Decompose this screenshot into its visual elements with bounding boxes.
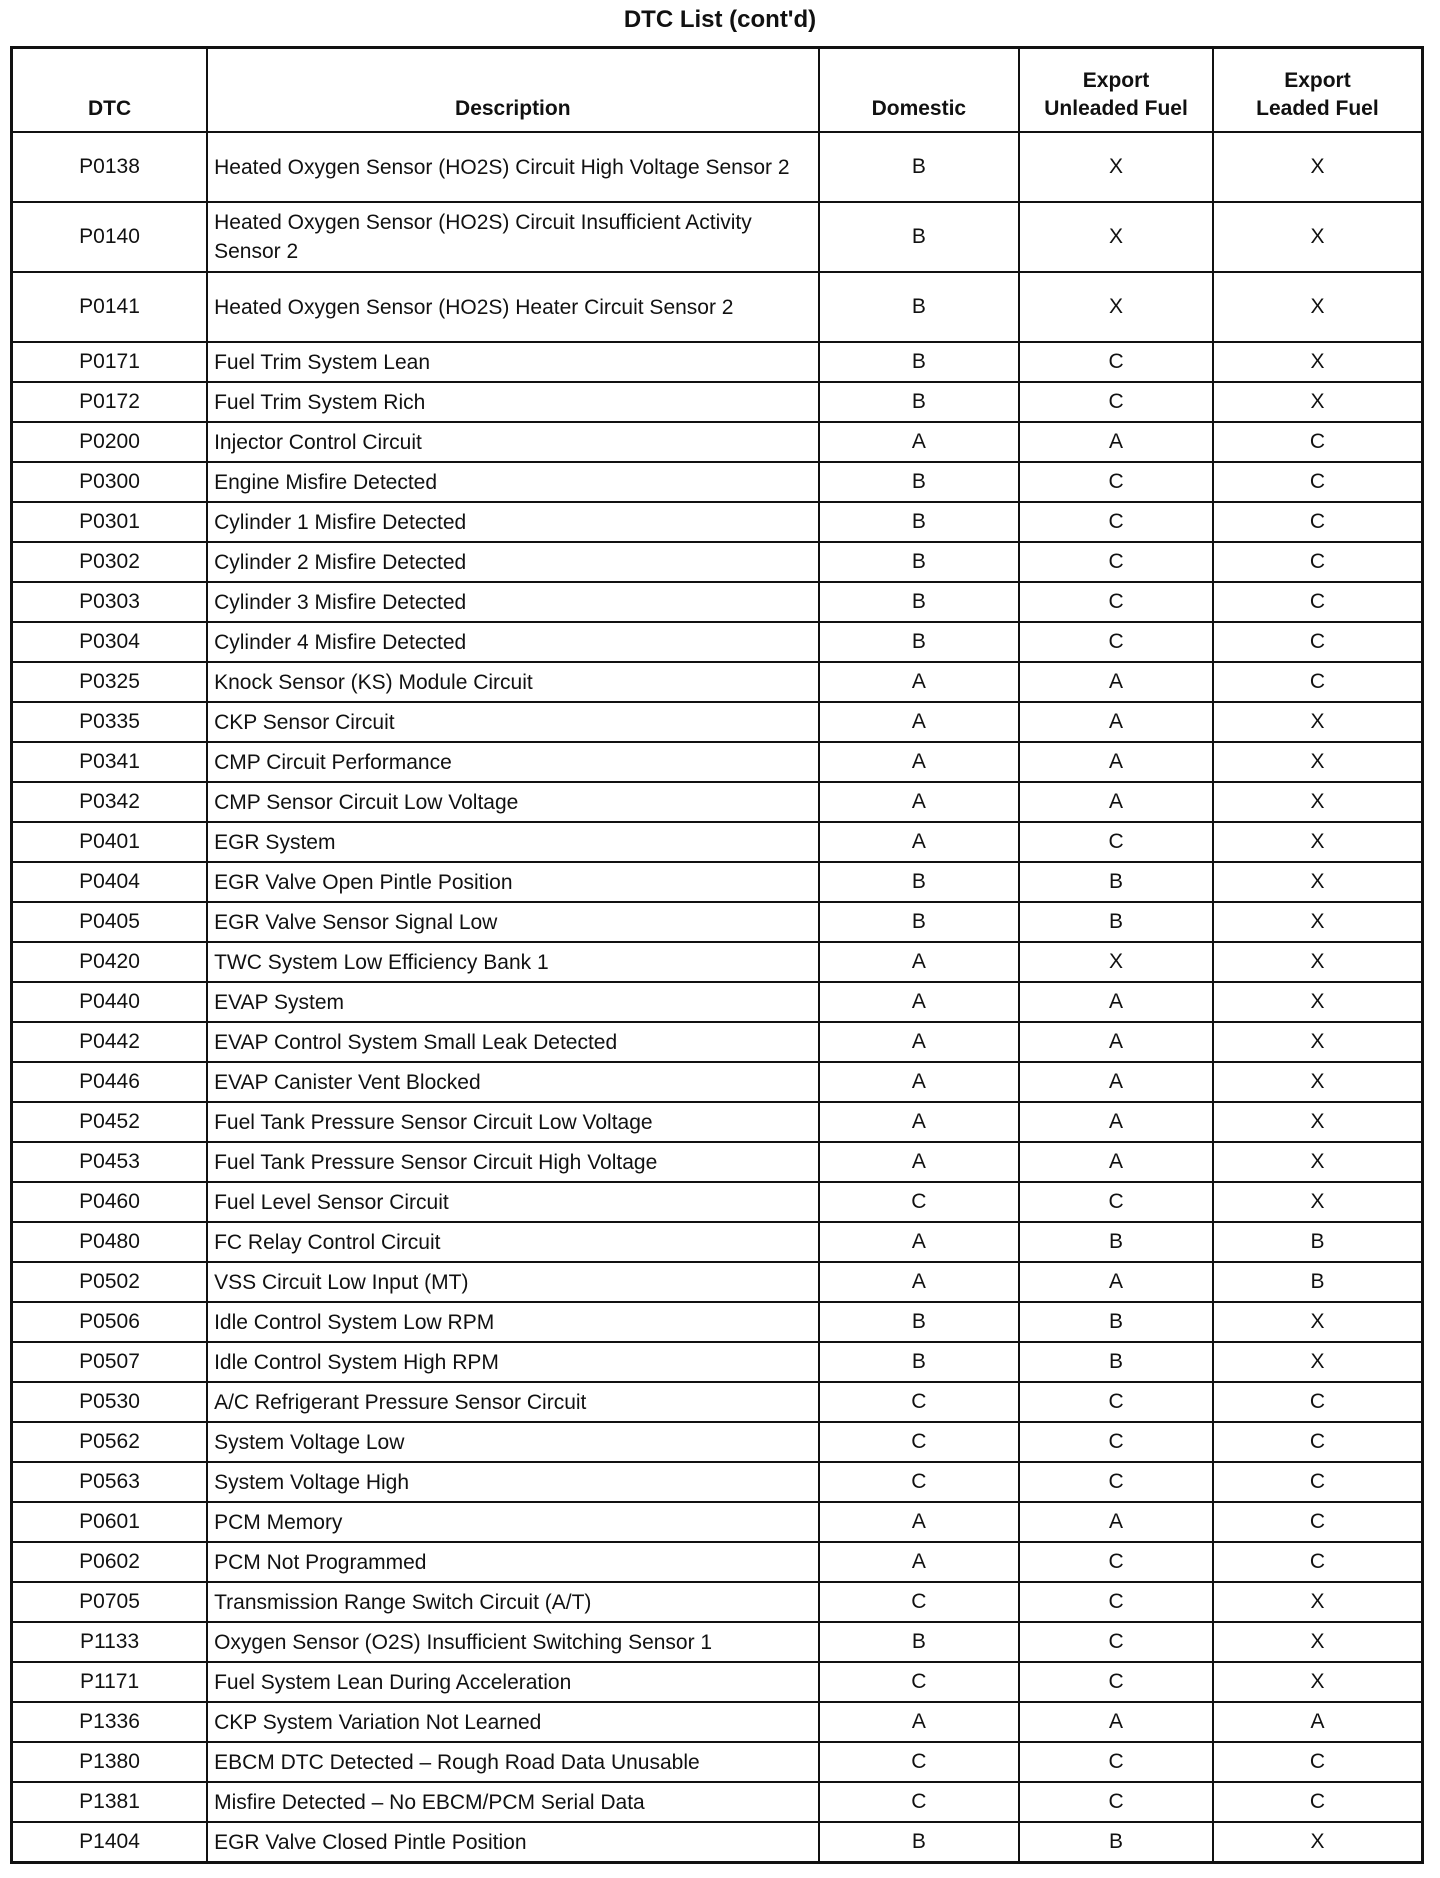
table-row	[12, 662, 1423, 702]
table-row	[12, 622, 1423, 662]
description-cell: CKP Sensor Circuit	[207, 702, 818, 742]
dtc-cell: P0141	[12, 272, 208, 342]
export-unleaded-cell: C	[1019, 822, 1213, 862]
description-cell: FC Relay Control Circuit	[207, 1222, 818, 1262]
export-unleaded-cell: C	[1019, 462, 1213, 502]
export-unleaded-cell: B	[1019, 1342, 1213, 1382]
export-unleaded-cell: A	[1019, 1262, 1213, 1302]
export-leaded-cell: C	[1213, 1382, 1423, 1422]
dtc-cell: P0602	[12, 1542, 208, 1582]
export-unleaded-cell: X	[1019, 202, 1213, 272]
export-leaded-cell: X	[1213, 132, 1423, 202]
dtc-cell: P1336	[12, 1702, 208, 1742]
dtc-cell: P0138	[12, 132, 208, 202]
description-cell: CKP System Variation Not Learned	[207, 1702, 818, 1742]
description-cell: PCM Memory	[207, 1502, 818, 1542]
dtc-cell: P0506	[12, 1302, 208, 1342]
domestic-cell: A	[819, 1142, 1020, 1182]
export-leaded-cell: X	[1213, 272, 1423, 342]
dtc-cell: P0342	[12, 782, 208, 822]
dtc-cell: P0480	[12, 1222, 208, 1262]
export-unleaded-cell: C	[1019, 502, 1213, 542]
export-leaded-cell: X	[1213, 1062, 1423, 1102]
export-leaded-cell: X	[1213, 202, 1423, 272]
dtc-cell: P1381	[12, 1782, 208, 1822]
export-leaded-cell: X	[1213, 982, 1423, 1022]
domestic-cell: A	[819, 1502, 1020, 1542]
export-unleaded-cell: C	[1019, 582, 1213, 622]
domestic-cell: C	[819, 1462, 1020, 1502]
export-unleaded-cell: C	[1019, 1622, 1213, 1662]
description-cell: Idle Control System Low RPM	[207, 1302, 818, 1342]
table-header-row	[12, 48, 1423, 133]
dtc-cell: P1171	[12, 1662, 208, 1702]
dtc-table	[10, 46, 1424, 1864]
table-row	[12, 1582, 1423, 1622]
domestic-cell: A	[819, 942, 1020, 982]
dtc-cell: P0563	[12, 1462, 208, 1502]
export-unleaded-cell: A	[1019, 702, 1213, 742]
export-leaded-cell: X	[1213, 1182, 1423, 1222]
domestic-cell: A	[819, 782, 1020, 822]
table-row	[12, 702, 1423, 742]
domestic-cell: B	[819, 1822, 1020, 1863]
domestic-cell: B	[819, 462, 1020, 502]
domestic-cell: A	[819, 1222, 1020, 1262]
description-cell: System Voltage Low	[207, 1422, 818, 1462]
description-cell: Fuel Trim System Lean	[207, 342, 818, 382]
export-leaded-cell: X	[1213, 862, 1423, 902]
header-export-unleaded-line2: Unleaded Fuel	[1044, 97, 1188, 120]
export-unleaded-cell: C	[1019, 1742, 1213, 1782]
dtc-cell: P0172	[12, 382, 208, 422]
domestic-cell: C	[819, 1422, 1020, 1462]
table-row	[12, 1742, 1423, 1782]
export-unleaded-cell: A	[1019, 782, 1213, 822]
export-unleaded-cell: C	[1019, 1782, 1213, 1822]
table-row	[12, 1302, 1423, 1342]
domestic-cell: B	[819, 342, 1020, 382]
table-row	[12, 902, 1423, 942]
description-cell: Engine Misfire Detected	[207, 462, 818, 502]
table-row	[12, 382, 1423, 422]
export-unleaded-cell: X	[1019, 272, 1213, 342]
description-cell: TWC System Low Efficiency Bank 1	[207, 942, 818, 982]
export-unleaded-cell: C	[1019, 1462, 1213, 1502]
export-unleaded-cell: A	[1019, 742, 1213, 782]
export-unleaded-cell: X	[1019, 132, 1213, 202]
export-leaded-cell: X	[1213, 1622, 1423, 1662]
header-export-leaded-line2: Leaded Fuel	[1256, 97, 1379, 120]
domestic-cell: C	[819, 1182, 1020, 1222]
export-leaded-cell: B	[1213, 1222, 1423, 1262]
domestic-cell: B	[819, 272, 1020, 342]
table-row	[12, 342, 1423, 382]
domestic-cell: A	[819, 1062, 1020, 1102]
header-dtc: DTC	[12, 48, 208, 133]
dtc-cell: P0404	[12, 862, 208, 902]
dtc-cell: P0452	[12, 1102, 208, 1142]
export-leaded-cell: X	[1213, 1022, 1423, 1062]
dtc-cell: P0301	[12, 502, 208, 542]
export-leaded-cell: C	[1213, 622, 1423, 662]
description-cell: Fuel Tank Pressure Sensor Circuit High Voltage	[207, 1142, 818, 1182]
export-unleaded-cell: B	[1019, 1222, 1213, 1262]
description-cell: Cylinder 4 Misfire Detected	[207, 622, 818, 662]
export-leaded-cell: C	[1213, 542, 1423, 582]
description-cell: Fuel Tank Pressure Sensor Circuit Low Voltage	[207, 1102, 818, 1142]
header-description: Description	[207, 48, 818, 133]
export-unleaded-cell: A	[1019, 1062, 1213, 1102]
dtc-cell: P0303	[12, 582, 208, 622]
description-cell: Idle Control System High RPM	[207, 1342, 818, 1382]
export-leaded-cell: X	[1213, 1582, 1423, 1622]
export-leaded-cell: C	[1213, 1462, 1423, 1502]
export-unleaded-cell: A	[1019, 1502, 1213, 1542]
table-row	[12, 132, 1423, 202]
export-leaded-cell: X	[1213, 1822, 1423, 1863]
dtc-cell: P0300	[12, 462, 208, 502]
domestic-cell: A	[819, 742, 1020, 782]
export-unleaded-cell: C	[1019, 542, 1213, 582]
table-row	[12, 942, 1423, 982]
table-row	[12, 1222, 1423, 1262]
domestic-cell: A	[819, 1102, 1020, 1142]
export-unleaded-cell: C	[1019, 1382, 1213, 1422]
table-row	[12, 862, 1423, 902]
header-export-unleaded	[1019, 48, 1213, 133]
table-row	[12, 272, 1423, 342]
dtc-cell: P0507	[12, 1342, 208, 1382]
table-row	[12, 1022, 1423, 1062]
domestic-cell: A	[819, 982, 1020, 1022]
domestic-cell: A	[819, 822, 1020, 862]
export-leaded-cell: X	[1213, 702, 1423, 742]
table-row	[12, 1822, 1423, 1863]
domestic-cell: B	[819, 202, 1020, 272]
description-cell: EVAP Canister Vent Blocked	[207, 1062, 818, 1102]
dtc-cell: P0171	[12, 342, 208, 382]
export-leaded-cell: X	[1213, 382, 1423, 422]
description-cell: Cylinder 3 Misfire Detected	[207, 582, 818, 622]
description-cell: Cylinder 2 Misfire Detected	[207, 542, 818, 582]
description-cell: Oxygen Sensor (O2S) Insufficient Switching Sensor 1	[207, 1622, 818, 1662]
description-cell: EVAP Control System Small Leak Detected	[207, 1022, 818, 1062]
table-row	[12, 502, 1423, 542]
export-unleaded-cell: A	[1019, 662, 1213, 702]
export-unleaded-cell: X	[1019, 942, 1213, 982]
header-export-unleaded-line1: Export	[1082, 69, 1150, 92]
dtc-cell: P0601	[12, 1502, 208, 1542]
export-unleaded-cell: C	[1019, 1422, 1213, 1462]
export-unleaded-cell: B	[1019, 862, 1213, 902]
description-cell: EBCM DTC Detected – Rough Road Data Unusable	[207, 1742, 818, 1782]
export-leaded-cell: C	[1213, 422, 1423, 462]
description-cell: Fuel System Lean During Acceleration	[207, 1662, 818, 1702]
description-cell: System Voltage High	[207, 1462, 818, 1502]
export-leaded-cell: X	[1213, 902, 1423, 942]
dtc-cell: P0562	[12, 1422, 208, 1462]
table-row	[12, 542, 1423, 582]
dtc-cell: P0304	[12, 622, 208, 662]
export-unleaded-cell: B	[1019, 1302, 1213, 1342]
table-row	[12, 1422, 1423, 1462]
export-unleaded-cell: C	[1019, 622, 1213, 662]
export-unleaded-cell: A	[1019, 422, 1213, 462]
table-row	[12, 1662, 1423, 1702]
domestic-cell: A	[819, 1702, 1020, 1742]
export-unleaded-cell: C	[1019, 342, 1213, 382]
table-row	[12, 1542, 1423, 1582]
header-export-leaded	[1213, 48, 1423, 133]
description-cell: Fuel Level Sensor Circuit	[207, 1182, 818, 1222]
header-domestic: Domestic	[819, 48, 1020, 133]
domestic-cell: B	[819, 1302, 1020, 1342]
dtc-cell: P0440	[12, 982, 208, 1022]
dtc-cell: P0502	[12, 1262, 208, 1302]
description-cell: CMP Sensor Circuit Low Voltage	[207, 782, 818, 822]
export-leaded-cell: X	[1213, 1102, 1423, 1142]
domestic-cell: A	[819, 702, 1020, 742]
dtc-cell: P0325	[12, 662, 208, 702]
description-cell: EGR System	[207, 822, 818, 862]
description-cell: Cylinder 1 Misfire Detected	[207, 502, 818, 542]
description-cell: EGR Valve Sensor Signal Low	[207, 902, 818, 942]
domestic-cell: C	[819, 1742, 1020, 1782]
table-row	[12, 202, 1423, 272]
header-export-leaded-line1: Export	[1284, 69, 1351, 92]
description-cell: CMP Circuit Performance	[207, 742, 818, 782]
domestic-cell: A	[819, 422, 1020, 462]
dtc-cell: P0302	[12, 542, 208, 582]
table-row	[12, 1702, 1423, 1742]
domestic-cell: C	[819, 1662, 1020, 1702]
export-leaded-cell: X	[1213, 822, 1423, 862]
description-cell: Injector Control Circuit	[207, 422, 818, 462]
description-cell: Heated Oxygen Sensor (HO2S) Circuit High Voltage Sensor 2	[207, 132, 818, 202]
domestic-cell: B	[819, 902, 1020, 942]
description-cell: A/C Refrigerant Pressure Sensor Circuit	[207, 1382, 818, 1422]
table-row	[12, 782, 1423, 822]
description-cell: EVAP System	[207, 982, 818, 1022]
table-row	[12, 422, 1423, 462]
export-unleaded-cell: A	[1019, 1142, 1213, 1182]
domestic-cell: B	[819, 622, 1020, 662]
description-cell: Knock Sensor (KS) Module Circuit	[207, 662, 818, 702]
export-unleaded-cell: A	[1019, 1702, 1213, 1742]
table-row	[12, 1382, 1423, 1422]
dtc-cell: P0335	[12, 702, 208, 742]
dtc-cell: P0200	[12, 422, 208, 462]
export-unleaded-cell: B	[1019, 902, 1213, 942]
export-unleaded-cell: C	[1019, 1182, 1213, 1222]
export-leaded-cell: C	[1213, 1422, 1423, 1462]
dtc-cell: P0420	[12, 942, 208, 982]
description-cell: PCM Not Programmed	[207, 1542, 818, 1582]
export-unleaded-cell: C	[1019, 1662, 1213, 1702]
export-leaded-cell: X	[1213, 1342, 1423, 1382]
description-cell: VSS Circuit Low Input (MT)	[207, 1262, 818, 1302]
domestic-cell: C	[819, 1782, 1020, 1822]
domestic-cell: A	[819, 1022, 1020, 1062]
domestic-cell: A	[819, 662, 1020, 702]
dtc-cell: P1133	[12, 1622, 208, 1662]
export-leaded-cell: X	[1213, 1302, 1423, 1342]
dtc-cell: P0530	[12, 1382, 208, 1422]
export-leaded-cell: B	[1213, 1262, 1423, 1302]
dtc-cell: P0453	[12, 1142, 208, 1182]
export-leaded-cell: C	[1213, 1542, 1423, 1582]
export-unleaded-cell: C	[1019, 1582, 1213, 1622]
export-leaded-cell: C	[1213, 462, 1423, 502]
dtc-cell: P0705	[12, 1582, 208, 1622]
description-cell: Heated Oxygen Sensor (HO2S) Circuit Insufficient Activity Sensor 2	[207, 202, 818, 272]
export-leaded-cell: X	[1213, 1662, 1423, 1702]
table-row	[12, 462, 1423, 502]
export-leaded-cell: C	[1213, 1742, 1423, 1782]
export-leaded-cell: X	[1213, 942, 1423, 982]
domestic-cell: B	[819, 862, 1020, 902]
table-row	[12, 1782, 1423, 1822]
table-row	[12, 822, 1423, 862]
table-row	[12, 582, 1423, 622]
page-title: DTC List (cont'd)	[623, 6, 817, 33]
domestic-cell: A	[819, 1542, 1020, 1582]
domestic-cell: B	[819, 1622, 1020, 1662]
export-unleaded-cell: B	[1019, 1822, 1213, 1863]
export-leaded-cell: C	[1213, 662, 1423, 702]
export-leaded-cell: C	[1213, 1502, 1423, 1542]
description-cell: Transmission Range Switch Circuit (A/T)	[207, 1582, 818, 1622]
dtc-cell: P0140	[12, 202, 208, 272]
description-cell: Fuel Trim System Rich	[207, 382, 818, 422]
dtc-cell: P0401	[12, 822, 208, 862]
table-row	[12, 1262, 1423, 1302]
dtc-cell: P0446	[12, 1062, 208, 1102]
table-row	[12, 1182, 1423, 1222]
export-leaded-cell: X	[1213, 342, 1423, 382]
table-row	[12, 982, 1423, 1022]
domestic-cell: B	[819, 132, 1020, 202]
table-row	[12, 1062, 1423, 1102]
dtc-cell: P0460	[12, 1182, 208, 1222]
dtc-cell: P0405	[12, 902, 208, 942]
dtc-cell: P1380	[12, 1742, 208, 1782]
table-row	[12, 1462, 1423, 1502]
domestic-cell: A	[819, 1262, 1020, 1302]
export-unleaded-cell: A	[1019, 1102, 1213, 1142]
description-cell: EGR Valve Closed Pintle Position	[207, 1822, 818, 1863]
table-row	[12, 742, 1423, 782]
export-leaded-cell: C	[1213, 582, 1423, 622]
export-unleaded-cell: C	[1019, 382, 1213, 422]
description-cell: Heated Oxygen Sensor (HO2S) Heater Circuit Sensor 2	[207, 272, 818, 342]
domestic-cell: B	[819, 382, 1020, 422]
domestic-cell: C	[819, 1582, 1020, 1622]
domestic-cell: B	[819, 502, 1020, 542]
export-unleaded-cell: A	[1019, 982, 1213, 1022]
export-leaded-cell: C	[1213, 502, 1423, 542]
export-unleaded-cell: A	[1019, 1022, 1213, 1062]
export-leaded-cell: X	[1213, 782, 1423, 822]
dtc-cell: P0442	[12, 1022, 208, 1062]
table-row	[12, 1622, 1423, 1662]
domestic-cell: B	[819, 582, 1020, 622]
export-leaded-cell: C	[1213, 1782, 1423, 1822]
table-row	[12, 1502, 1423, 1542]
description-cell: Misfire Detected – No EBCM/PCM Serial Data	[207, 1782, 818, 1822]
export-leaded-cell: A	[1213, 1702, 1423, 1742]
description-cell: EGR Valve Open Pintle Position	[207, 862, 818, 902]
dtc-cell: P1404	[12, 1822, 208, 1863]
domestic-cell: B	[819, 1342, 1020, 1382]
table-row	[12, 1102, 1423, 1142]
export-leaded-cell: X	[1213, 1142, 1423, 1182]
domestic-cell: C	[819, 1382, 1020, 1422]
domestic-cell: B	[819, 542, 1020, 582]
dtc-cell: P0341	[12, 742, 208, 782]
export-unleaded-cell: C	[1019, 1542, 1213, 1582]
table-row	[12, 1142, 1423, 1182]
table-row	[12, 1342, 1423, 1382]
export-leaded-cell: X	[1213, 742, 1423, 782]
